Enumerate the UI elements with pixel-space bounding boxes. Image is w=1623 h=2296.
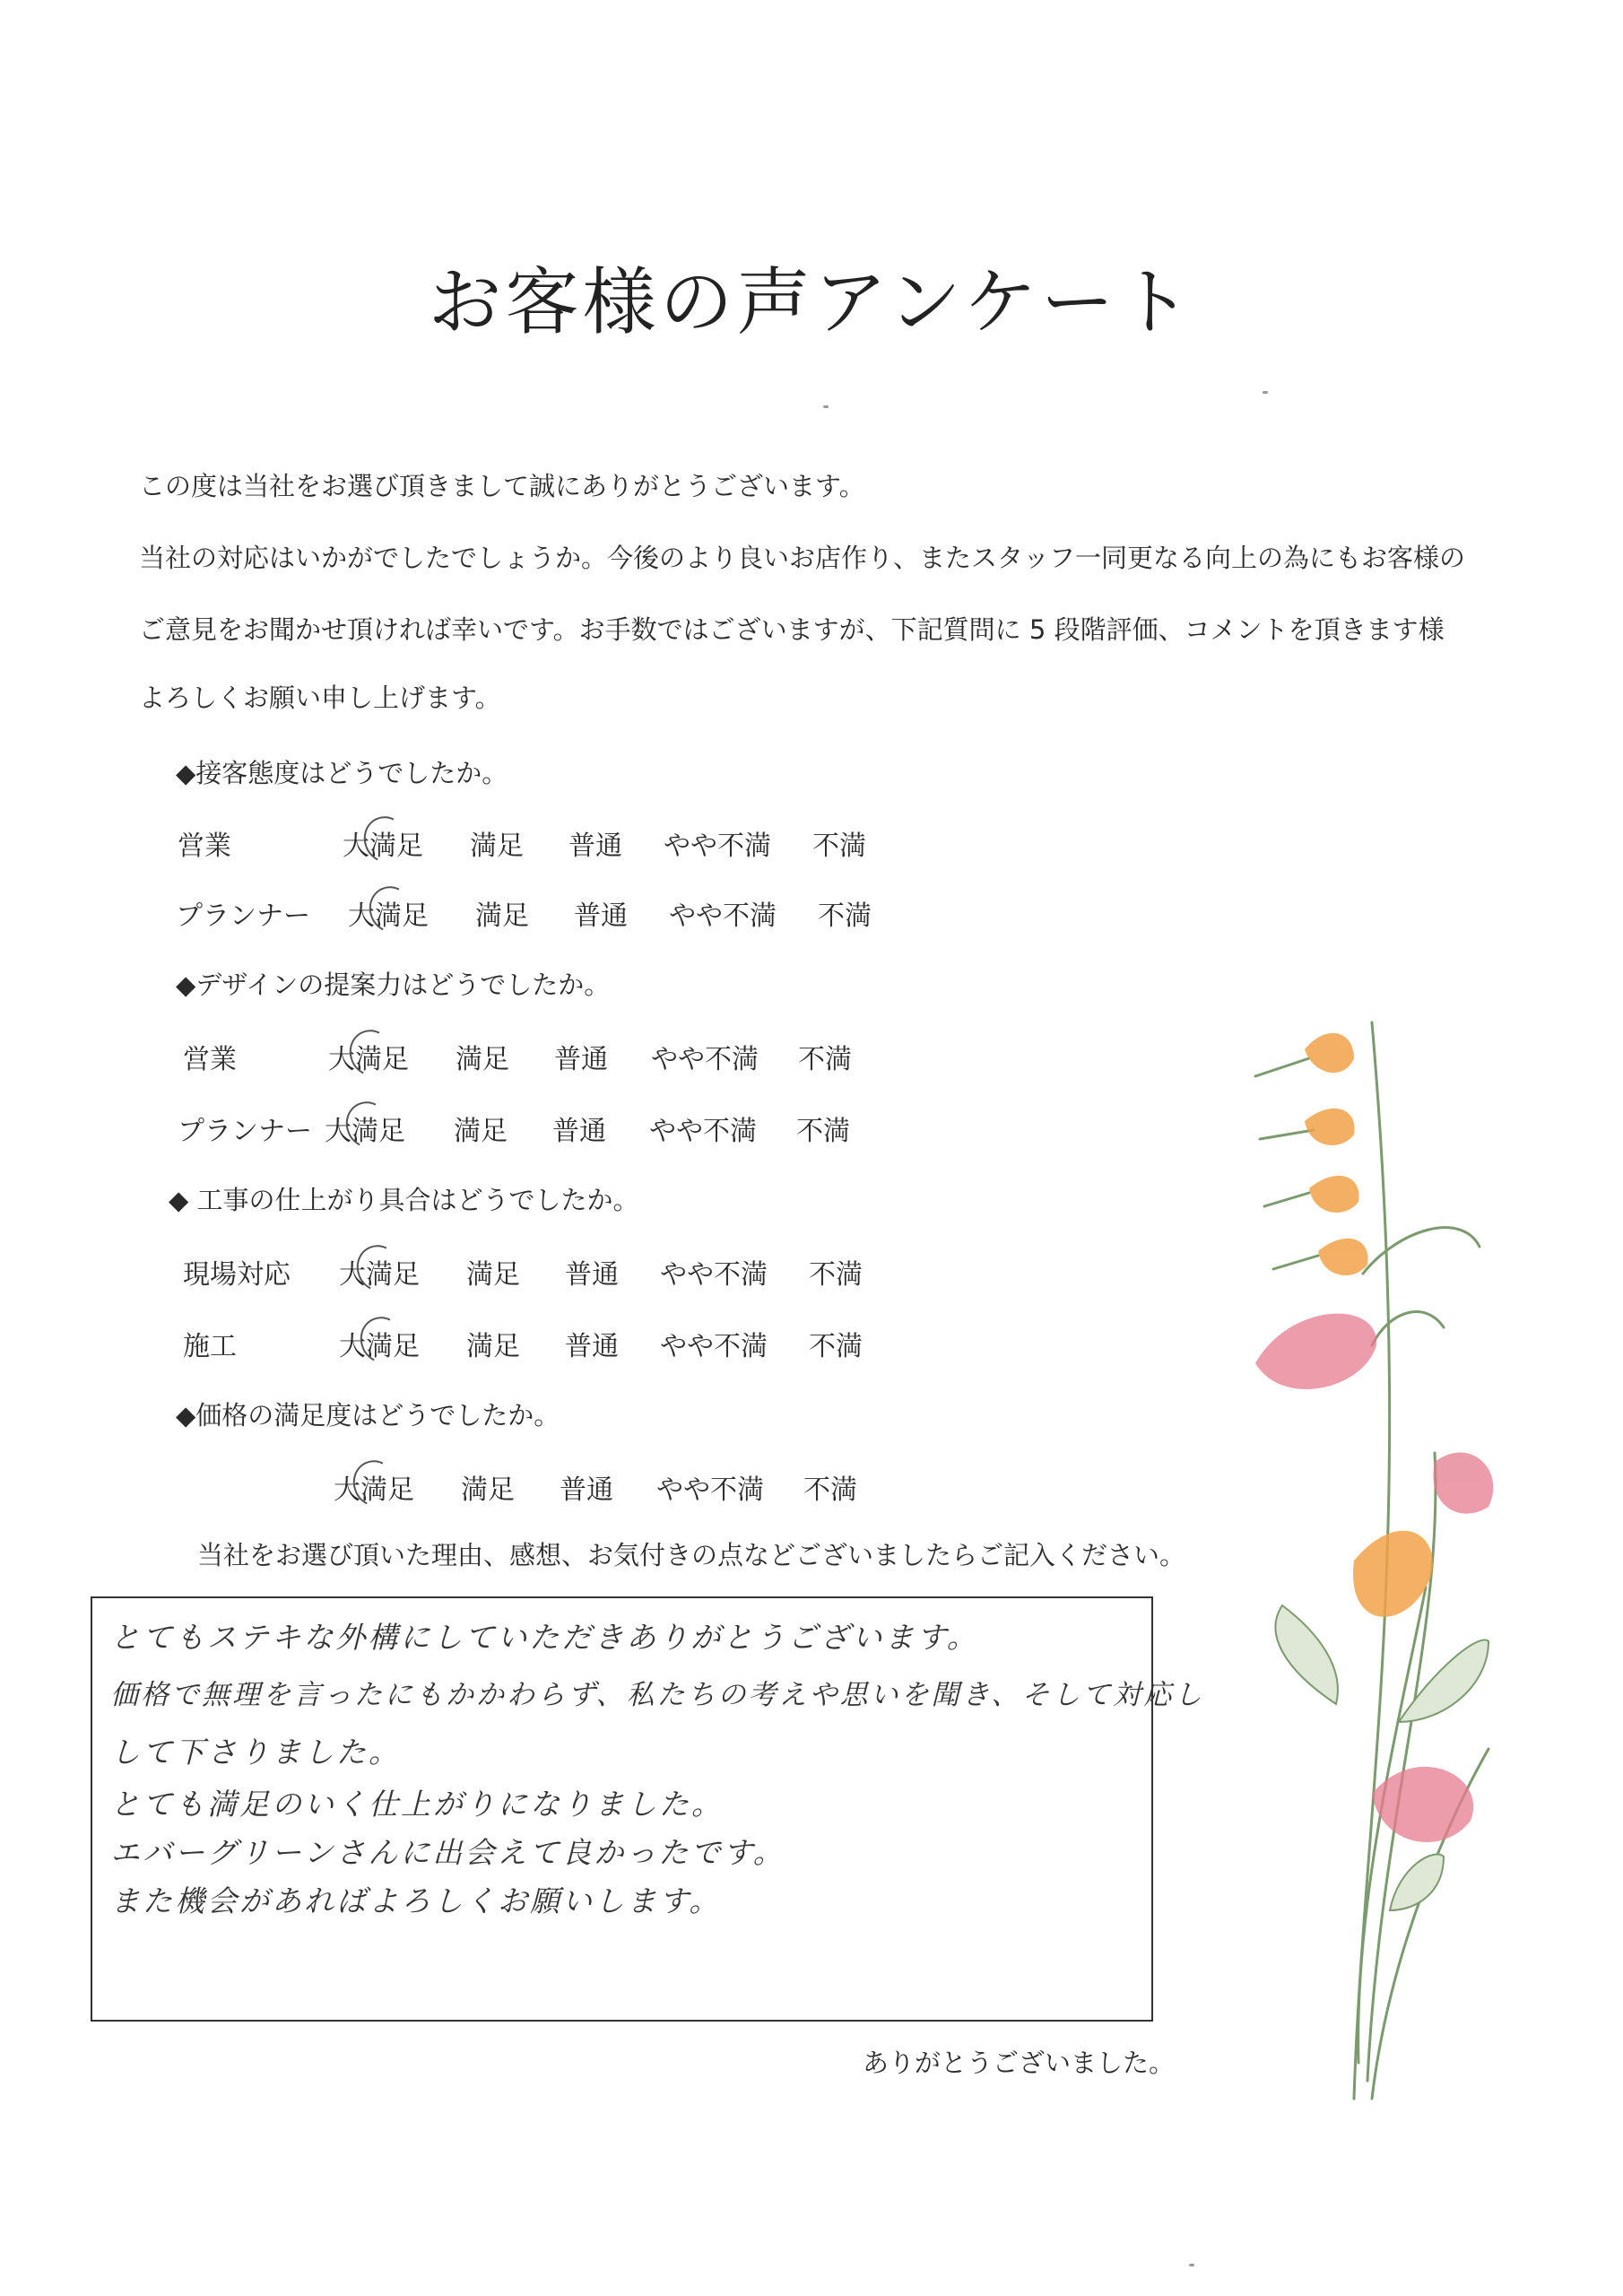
scan-speck bbox=[1189, 2264, 1194, 2266]
scan-speck bbox=[1263, 391, 1268, 394]
comment-line: して下さりました。 bbox=[110, 1735, 401, 1770]
option-very-satisfied[interactable]: 大満足 bbox=[348, 900, 429, 932]
option-very-satisfied[interactable]: 大満足 bbox=[328, 1044, 409, 1075]
option-satisfied[interactable]: 満足 bbox=[470, 831, 524, 862]
flower-illustration bbox=[1219, 1004, 1524, 2108]
option-unsatisfied[interactable]: 不満 bbox=[809, 1331, 863, 1362]
comment-line: エバーグリーンさんに出会えて良かったです。 bbox=[110, 1835, 785, 1870]
comment-line: とても満足のいく仕上がりになりました。 bbox=[110, 1787, 724, 1822]
option-somewhat-unsatisfied[interactable]: やや不満 bbox=[660, 1331, 768, 1362]
rating-label: プランナー bbox=[178, 1116, 312, 1147]
intro-line: 当社の対応はいかがでしたでしょうか。今後のより良いお店作り、またスタッフ一同更なる向上の為にもお客様の bbox=[139, 543, 1466, 573]
comment-prompt: 当社をお選び頂いた理由、感想、お気付きの点などございましたらご記入ください。 bbox=[197, 1540, 1186, 1570]
rating-label: 営業 bbox=[183, 1044, 237, 1075]
option-satisfied[interactable]: 満足 bbox=[466, 1259, 520, 1291]
option-satisfied[interactable]: 満足 bbox=[456, 1044, 509, 1075]
option-somewhat-unsatisfied[interactable]: やや不満 bbox=[656, 1474, 764, 1506]
option-somewhat-unsatisfied[interactable]: やや不満 bbox=[660, 1259, 768, 1291]
intro-line: よろしくお願い申し上げます。 bbox=[139, 683, 501, 713]
option-unsatisfied[interactable]: 不満 bbox=[812, 831, 866, 862]
option-satisfied[interactable]: 満足 bbox=[454, 1116, 508, 1147]
option-somewhat-unsatisfied[interactable]: やや不満 bbox=[649, 1116, 757, 1147]
rating-label: 現場対応 bbox=[183, 1259, 291, 1291]
option-unsatisfied[interactable]: 不満 bbox=[796, 1116, 850, 1147]
option-very-satisfied[interactable]: 大満足 bbox=[343, 831, 423, 862]
option-unsatisfied[interactable]: 不満 bbox=[818, 900, 872, 932]
comment-line: 価格で無理を言ったにもかかわらず、私たちの考えや思いを聞き、そして対応し bbox=[110, 1679, 1205, 1711]
option-neutral[interactable]: 普通 bbox=[552, 1116, 606, 1147]
option-neutral[interactable]: 普通 bbox=[560, 1474, 613, 1506]
option-unsatisfied[interactable]: 不満 bbox=[803, 1474, 857, 1506]
option-satisfied[interactable]: 満足 bbox=[475, 900, 529, 932]
option-very-satisfied[interactable]: 大満足 bbox=[325, 1116, 405, 1147]
page-title: お客様の声アンケート bbox=[428, 260, 1195, 345]
section-heading: ◆デザインの提案力はどうでしたか。 bbox=[176, 970, 611, 1000]
option-unsatisfied[interactable]: 不満 bbox=[809, 1259, 863, 1291]
scan-speck bbox=[823, 405, 829, 408]
option-somewhat-unsatisfied[interactable]: やや不満 bbox=[651, 1044, 759, 1075]
closing-text: ありがとうございました。 bbox=[863, 2048, 1176, 2078]
intro-line: この度は当社をお選び頂きまして誠にありがとうございます。 bbox=[139, 471, 865, 501]
option-very-satisfied[interactable]: 大満足 bbox=[339, 1259, 420, 1291]
option-very-satisfied[interactable]: 大満足 bbox=[334, 1474, 414, 1506]
section-heading: ◆接客態度はどうでしたか。 bbox=[176, 758, 508, 788]
rating-label: 施工 bbox=[183, 1331, 237, 1362]
option-neutral[interactable]: 普通 bbox=[568, 831, 622, 862]
option-unsatisfied[interactable]: 不満 bbox=[798, 1044, 852, 1075]
option-neutral[interactable]: 普通 bbox=[554, 1044, 608, 1075]
option-satisfied[interactable]: 満足 bbox=[466, 1331, 520, 1362]
option-somewhat-unsatisfied[interactable]: やや不満 bbox=[669, 900, 777, 932]
intro-line: ご意見をお聞かせ頂ければ幸いです。お手数ではございますが、下記質問に 5 段階評価、コメントを頂きます様 bbox=[139, 614, 1445, 645]
rating-label: 営業 bbox=[178, 831, 231, 862]
option-neutral[interactable]: 普通 bbox=[565, 1331, 619, 1362]
section-heading: ◆ 工事の仕上がり具合はどうでしたか。 bbox=[169, 1185, 639, 1215]
option-very-satisfied[interactable]: 大満足 bbox=[339, 1331, 420, 1362]
comment-line: とてもステキな外構にしていただきありがとうございます。 bbox=[110, 1620, 979, 1655]
option-satisfied[interactable]: 満足 bbox=[461, 1474, 515, 1506]
option-somewhat-unsatisfied[interactable]: やや不満 bbox=[664, 831, 771, 862]
option-neutral[interactable]: 普通 bbox=[574, 900, 628, 932]
section-heading: ◆価格の満足度はどうでしたか。 bbox=[176, 1400, 560, 1431]
comment-line: また機会があればよろしくお願いします。 bbox=[110, 1883, 722, 1918]
rating-label: プランナー bbox=[176, 900, 310, 932]
option-neutral[interactable]: 普通 bbox=[565, 1259, 619, 1291]
comment-box[interactable] bbox=[91, 1596, 1205, 2022]
